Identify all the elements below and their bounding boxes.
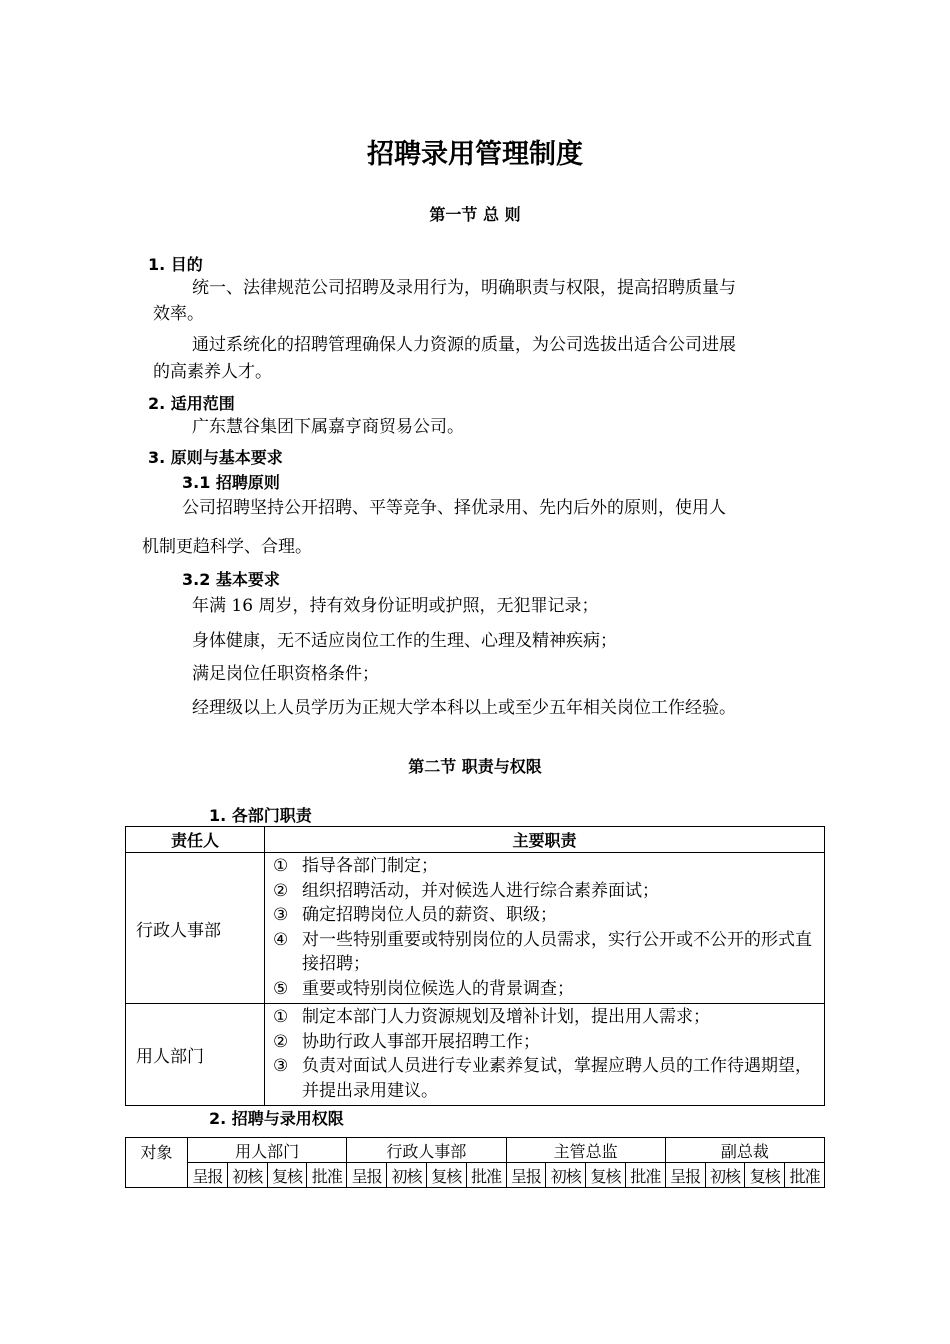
heading-scope: 2. 适用范围 — [148, 394, 235, 413]
purpose-para-2-line-1: 通过系统化的招聘管理确保人力资源的质量，为公司选拔出适合公司进展 — [192, 335, 736, 355]
authority-table — [125, 1137, 825, 1188]
section-2-heading: 第二节 职责与权限 — [408, 757, 542, 776]
requirement-4: 经理级以上人员学历为正规大学本科以上或至少五年相关岗位工作经验。 — [192, 698, 736, 718]
item-text: 重要或特别岗位候选人的背景调查； — [302, 978, 574, 999]
group-header: 用人部门 — [188, 1138, 347, 1163]
duties-table-header — [126, 827, 825, 853]
item-text: 对一些特别重要或特别岗位的人员需求，实行公开或不公开的形式直接招聘； — [302, 929, 812, 974]
col-header-responsible: 责任人 — [126, 827, 265, 853]
list-item — [273, 977, 820, 1002]
sub-header: 批准 — [785, 1163, 825, 1188]
item-number: ② — [273, 880, 289, 901]
sub-header: 批准 — [466, 1163, 506, 1188]
sub-header: 复核 — [745, 1163, 785, 1188]
col-header-duties: 主要职责 — [265, 827, 825, 853]
sub-header: 呈报 — [665, 1163, 705, 1188]
sub-header: 复核 — [586, 1163, 626, 1188]
heading-authority: 2. 招聘与录用权限 — [209, 1109, 344, 1128]
item-number: ① — [273, 856, 289, 876]
role-cell: 用人部门 — [126, 1004, 265, 1106]
principles-para-line-2: 机制更趋科学、合理。 — [142, 537, 312, 557]
item-text: 指导各部门制定； — [302, 856, 438, 876]
requirement-2: 身体健康，无不适应岗位工作的生理、心理及精神疾病； — [192, 631, 617, 651]
sub-header: 复核 — [426, 1163, 466, 1188]
item-text: 协助行政人事部开展招聘工作； — [302, 1031, 540, 1052]
list-item — [273, 928, 820, 977]
sub-header: 批准 — [307, 1163, 347, 1188]
heading-dept-duties: 1. 各部门职责 — [209, 806, 312, 825]
role-cell: 行政人事部 — [126, 853, 265, 1004]
item-number: ③ — [273, 905, 289, 925]
group-header: 行政人事部 — [347, 1138, 506, 1163]
item-number: ④ — [273, 929, 289, 950]
duty-list — [265, 1004, 824, 1105]
col-header-object: 对象 — [126, 1138, 188, 1188]
purpose-para-2-line-2: 的高素养人才。 — [153, 362, 272, 382]
group-header: 主管总监 — [506, 1138, 665, 1163]
list-item — [273, 1005, 820, 1030]
item-text: 组织招聘活动，并对候选人进行综合素养面试； — [302, 880, 659, 901]
sub-header: 呈报 — [188, 1163, 228, 1188]
sub-header: 呈报 — [347, 1163, 387, 1188]
heading-recruit-principles: 3.1 招聘原则 — [182, 473, 280, 492]
duties-cell — [265, 1004, 825, 1106]
item-number: ③ — [273, 1056, 289, 1076]
item-number: ② — [273, 1031, 289, 1052]
authority-header-row — [126, 1138, 825, 1163]
sub-header: 初核 — [705, 1163, 745, 1188]
item-text: 负责对面试人员进行专业素养复试，掌握应聘人员的工作待遇期望，并提出录用建议。 — [302, 1056, 812, 1101]
scope-para: 广东慧谷集团下属嘉亨商贸易公司。 — [192, 417, 464, 437]
heading-purpose: 1. 目的 — [148, 255, 203, 274]
heading-principles: 3. 原则与基本要求 — [148, 448, 283, 467]
sub-header: 初核 — [546, 1163, 586, 1188]
principles-para-line-1: 公司招聘坚持公开招聘、平等竞争、择优录用、先内后外的原则，使用人 — [182, 498, 726, 518]
list-item — [273, 854, 820, 879]
authority-subheader-row — [126, 1163, 825, 1188]
group-header: 副总裁 — [665, 1138, 824, 1163]
table-row — [126, 1004, 825, 1106]
duties-table — [125, 826, 825, 1106]
list-item — [273, 879, 820, 904]
item-number: ⑤ — [273, 978, 289, 999]
sub-header: 复核 — [267, 1163, 307, 1188]
sub-header: 初核 — [227, 1163, 267, 1188]
duties-cell — [265, 853, 825, 1004]
sub-header: 批准 — [625, 1163, 665, 1188]
item-text: 制定本部门人力资源规划及增补计划，提出用人需求； — [302, 1007, 710, 1027]
list-item — [273, 1030, 820, 1055]
purpose-para-1-line-2: 效率。 — [153, 304, 204, 324]
document-title: 招聘录用管理制度 — [367, 139, 583, 170]
item-text: 确定招聘岗位人员的薪资、职级； — [302, 905, 557, 925]
list-item — [273, 1054, 820, 1103]
list-item — [273, 903, 820, 928]
requirement-1: 年满 16 周岁，持有效身份证明或护照，无犯罪记录； — [192, 596, 599, 616]
table-row — [126, 853, 825, 1004]
section-1-heading: 第一节 总 则 — [429, 205, 521, 224]
sub-header: 呈报 — [506, 1163, 546, 1188]
requirement-3: 满足岗位任职资格条件； — [192, 664, 379, 684]
duty-list — [265, 853, 824, 1003]
item-number: ① — [273, 1007, 289, 1027]
sub-header: 初核 — [387, 1163, 427, 1188]
purpose-para-1-line-1: 统一、法律规范公司招聘及录用行为，明确职责与权限，提高招聘质量与 — [192, 278, 736, 298]
heading-basic-requirements: 3.2 基本要求 — [182, 570, 280, 589]
